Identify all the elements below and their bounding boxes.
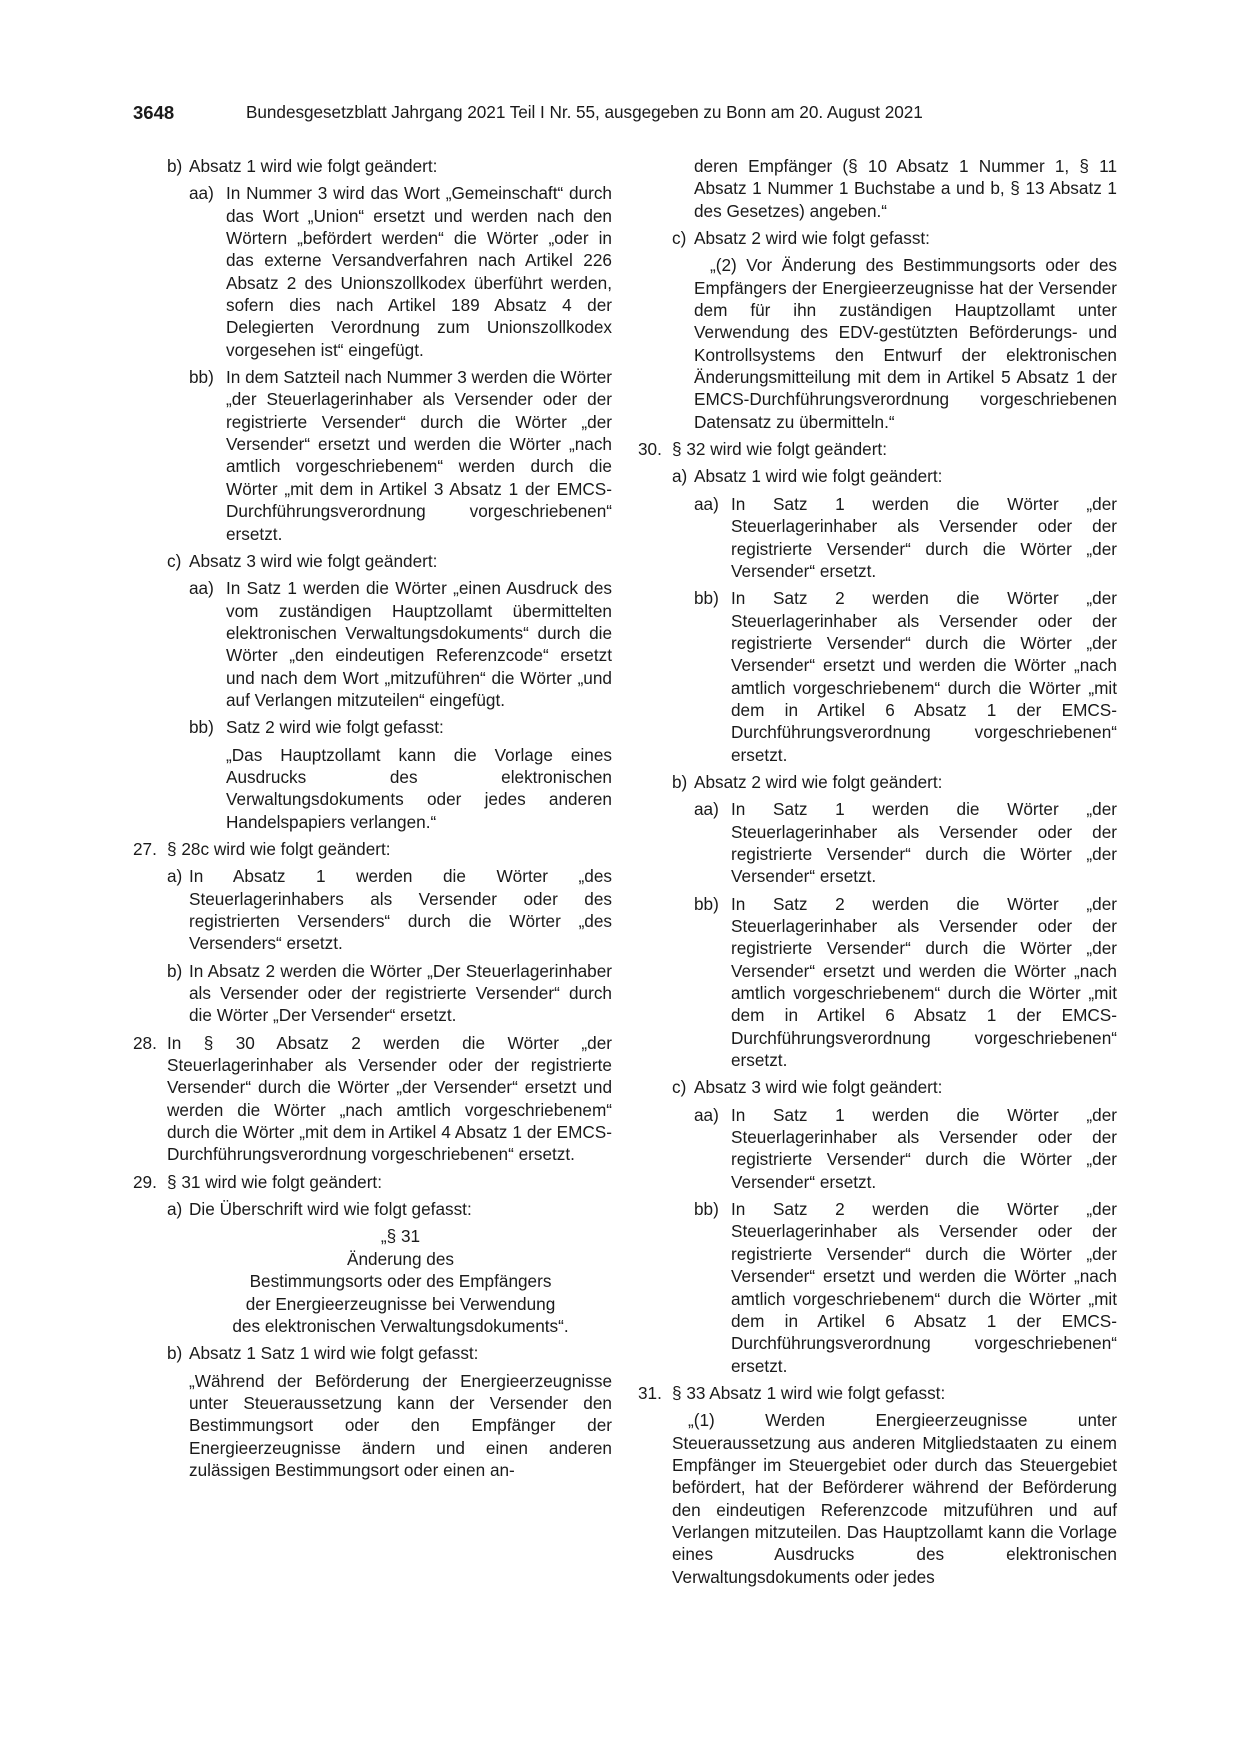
item-29-c: c) Absatz 2 wird wie folgt gefasst:: [672, 228, 930, 249]
item-30-c-bb: bb) In Satz 2 werden die Wörter „der Steuerlagerinhaber als Versender oder der registrierte Versender“ durch die Wörter „der Versender“ ersetzt und werden die Wörter „nach amtlich vorgeschriebenem“ durch die Wörter „mit dem in Artikel 6 Absatz 1 der EMCS-Durchführungsverordnung vorgeschriebenen“ ersetzt.: [694, 1199, 1117, 1376]
item-30: 30. § 32 wird wie folgt geändert:: [638, 439, 887, 460]
item-30-a-aa: aa) In Satz 1 werden die Wörter „der Steuerlagerinhaber als Versender oder der registrierte Versender“ durch die Wörter „der Versender“ ersetzt.: [694, 493, 1117, 581]
gazette-title: Bundesgesetzblatt Jahrgang 2021 Teil I Nr. 55, ausgegeben zu Bonn am 20. August 2021: [246, 102, 923, 122]
item-b-aa: aa) In Nummer 3 wird das Wort „Gemeinschaft“ durch das Wort „Union“ ersetzt und werden nach den Wörtern „befördert werden“ die Wörter „oder in das externe Versandverfahren nach Artikel 226 Absatz 2 des Unionszollkodex überführt werden, sofern dies nach Artikel 189 Absatz 4 der Delegierten Verordnung zum Unionszollkodex vorgesehen ist“ eingefügt.: [189, 183, 612, 360]
item-30-b-bb: bb) In Satz 2 werden die Wörter „der Steuerlagerinhaber als Versender oder der registrierte Versender“ durch die Wörter „der Versender“ ersetzt und werden die Wörter „nach amtlich vorgeschriebenem“ durch die Wörter „mit dem in Artikel 6 Absatz 1 der EMCS-Durchführungsverordnung vorgeschriebenen“ ersetzt.: [694, 893, 1117, 1071]
quote-29-c: „(2) Vor Änderung des Bestimmungsorts oder des Empfängers der Energieerzeugnisse hat der Versender dem für ihn zuständigen Hauptzollamt unter Verwendung des EDV-gestützten Beförderungs- und Kontrollsystems den Entwurf der elektronischen Änderungsmitteilung mit dem in Artikel 5 Absatz 1 der EMCS-Durchführungsverordnung vorgeschriebenen Datensatz zu übermitteln.“: [694, 255, 1117, 432]
item-b: b) Absatz 1 wird wie folgt geändert:: [167, 156, 438, 176]
heading-line: der Energieerzeugnisse bei Verwendung: [245, 1293, 556, 1314]
item-27-a: a) In Absatz 1 werden die Wörter „des Steuerlagerinhabers als Versender oder des registrierten Versenders“ durch die Wörter „des Versenders“ ersetzt.: [167, 866, 612, 954]
item-b-bb: bb) In dem Satzteil nach Nummer 3 werden die Wörter „der Steuerlagerinhaber als Versender oder der registrierte Versender“ durch die Wörter „der Versender“ ersetzt und werden die Wörter „nach amtlich vorgeschriebenem“ werden durch die Wörter „mit dem in Artikel 3 Absatz 1 der EMCS-Durchführungsverordnung vorgeschriebenen“ ersetzt.: [189, 367, 612, 544]
item-30-c: c) Absatz 3 wird wie folgt geändert:: [672, 1077, 943, 1098]
item-c: c) Absatz 3 wird wie folgt geändert:: [167, 550, 438, 571]
right-column: [638, 155, 1117, 1588]
heading-line: Bestimmungsorts oder des Empfängers: [249, 1271, 552, 1292]
item-28: 28. In § 30 Absatz 2 werden die Wörter „der Steuerlagerinhaber als Versender oder der registrierte Versender“ durch die Wörter „der Versender“ ersetzt und werden die Wörter „nach amtlich vorgeschriebenem“ durch die Wörter „mit dem in Artikel 4 Absatz 1 der EMCS-Durchführungsverordnung vorgeschriebenen“ ersetzt.: [133, 1032, 612, 1165]
item-27: 27. § 28c wird wie folgt geändert:: [133, 838, 391, 859]
item-29-b: b) Absatz 1 Satz 1 wird wie folgt gefasst:: [167, 1343, 479, 1364]
item-30-a-bb: bb) In Satz 2 werden die Wörter „der Steuerlagerinhaber als Versender oder der registrierte Versender“ durch die Wörter „der Versender“ ersetzt und werden die Wörter „nach amtlich vorgeschriebenem“ durch die Wörter „mit dem in Artikel 6 Absatz 1 der EMCS-Durchführungsverordnung vorgeschriebenen“ ersetzt.: [694, 588, 1117, 765]
item-30-c-aa: aa) In Satz 1 werden die Wörter „der Steuerlagerinhaber als Versender oder der registrierte Versender“ durch die Wörter „der Versender“ ersetzt.: [694, 1104, 1117, 1192]
item-29-a: a) Die Überschrift wird wie folgt gefasst:: [167, 1199, 472, 1220]
heading-line: Änderung des: [346, 1248, 455, 1269]
item-c-bb: bb) Satz 2 wird wie folgt gefasst:: [189, 717, 444, 738]
heading-line: „§ 31: [380, 1226, 421, 1247]
item-27-b: b) In Absatz 2 werden die Wörter „Der Steuerlagerinhaber als Versender oder der registrierte Versender“ durch die Wörter „Der Versender“ ersetzt.: [167, 960, 612, 1026]
item-c-aa: aa) In Satz 1 werden die Wörter „einen Ausdruck des vom zuständigen Hauptzollamt übermittelten elektronischen Verwaltungsdokuments“ durch die Wörter „den eindeutigen Referenzcode“ ersetzt und nach dem Wort „mitzuführen“ die Wörter „und auf Verlangen mitzuteilen“ eingefügt.: [189, 578, 612, 710]
left-column: [133, 155, 612, 1481]
section-31-heading: [133, 1225, 612, 1337]
quote-c-bb: „Das Hauptzollamt kann die Vorlage eines Ausdrucks des elektronischen Verwaltungsdokuments oder jedes anderen Handelspapiers verlangen.“: [226, 744, 612, 832]
quote-31: „(1) Werden Energieerzeugnisse unter Steueraussetzung aus anderen Mitgliedstaaten zu einem Empfänger im Steuergebiet oder durch das Steuergebiet befördert, hat der Beförderer während der Beförderung den eindeutigen Referenzcode mitzuführen und auf Verlangen mitzuteilen. Das Hauptzollamt kann die Vorlage eines Ausdrucks des elektronischen Verwaltungsdokuments oder jedes: [672, 1410, 1117, 1587]
item-29: 29. § 31 wird wie folgt geändert:: [133, 1171, 382, 1192]
page-number: 3648: [133, 102, 175, 123]
item-30-b-aa: aa) In Satz 1 werden die Wörter „der Steuerlagerinhaber als Versender oder der registrierte Versender“ durch die Wörter „der Versender“ ersetzt.: [694, 799, 1117, 887]
item-30-b: b) Absatz 2 wird wie folgt geändert:: [672, 771, 943, 792]
item-31: 31. § 33 Absatz 1 wird wie folgt gefasst:: [638, 1382, 946, 1403]
page-header: [0, 102, 1241, 126]
quote-29-b: „Während der Beförderung der Energieerzeugnisse unter Steueraussetzung kann der Versender den Bestimmungsort oder den Empfänger der Energieerzeugnisse ändern und einen anderen zulässigen Bestimmungsort oder einen an-: [189, 1370, 612, 1480]
heading-line: des elektronischen Verwaltungsdokuments“.: [232, 1315, 569, 1336]
quote-29-b-continued: deren Empfänger (§ 10 Absatz 1 Nummer 1, § 11 Absatz 1 Nummer 1 Buchstabe a und b, § 13 Absatz 1 des Gesetzes) angeben.“: [694, 156, 1117, 221]
item-30-a: a) Absatz 1 wird wie folgt geändert:: [672, 466, 943, 487]
